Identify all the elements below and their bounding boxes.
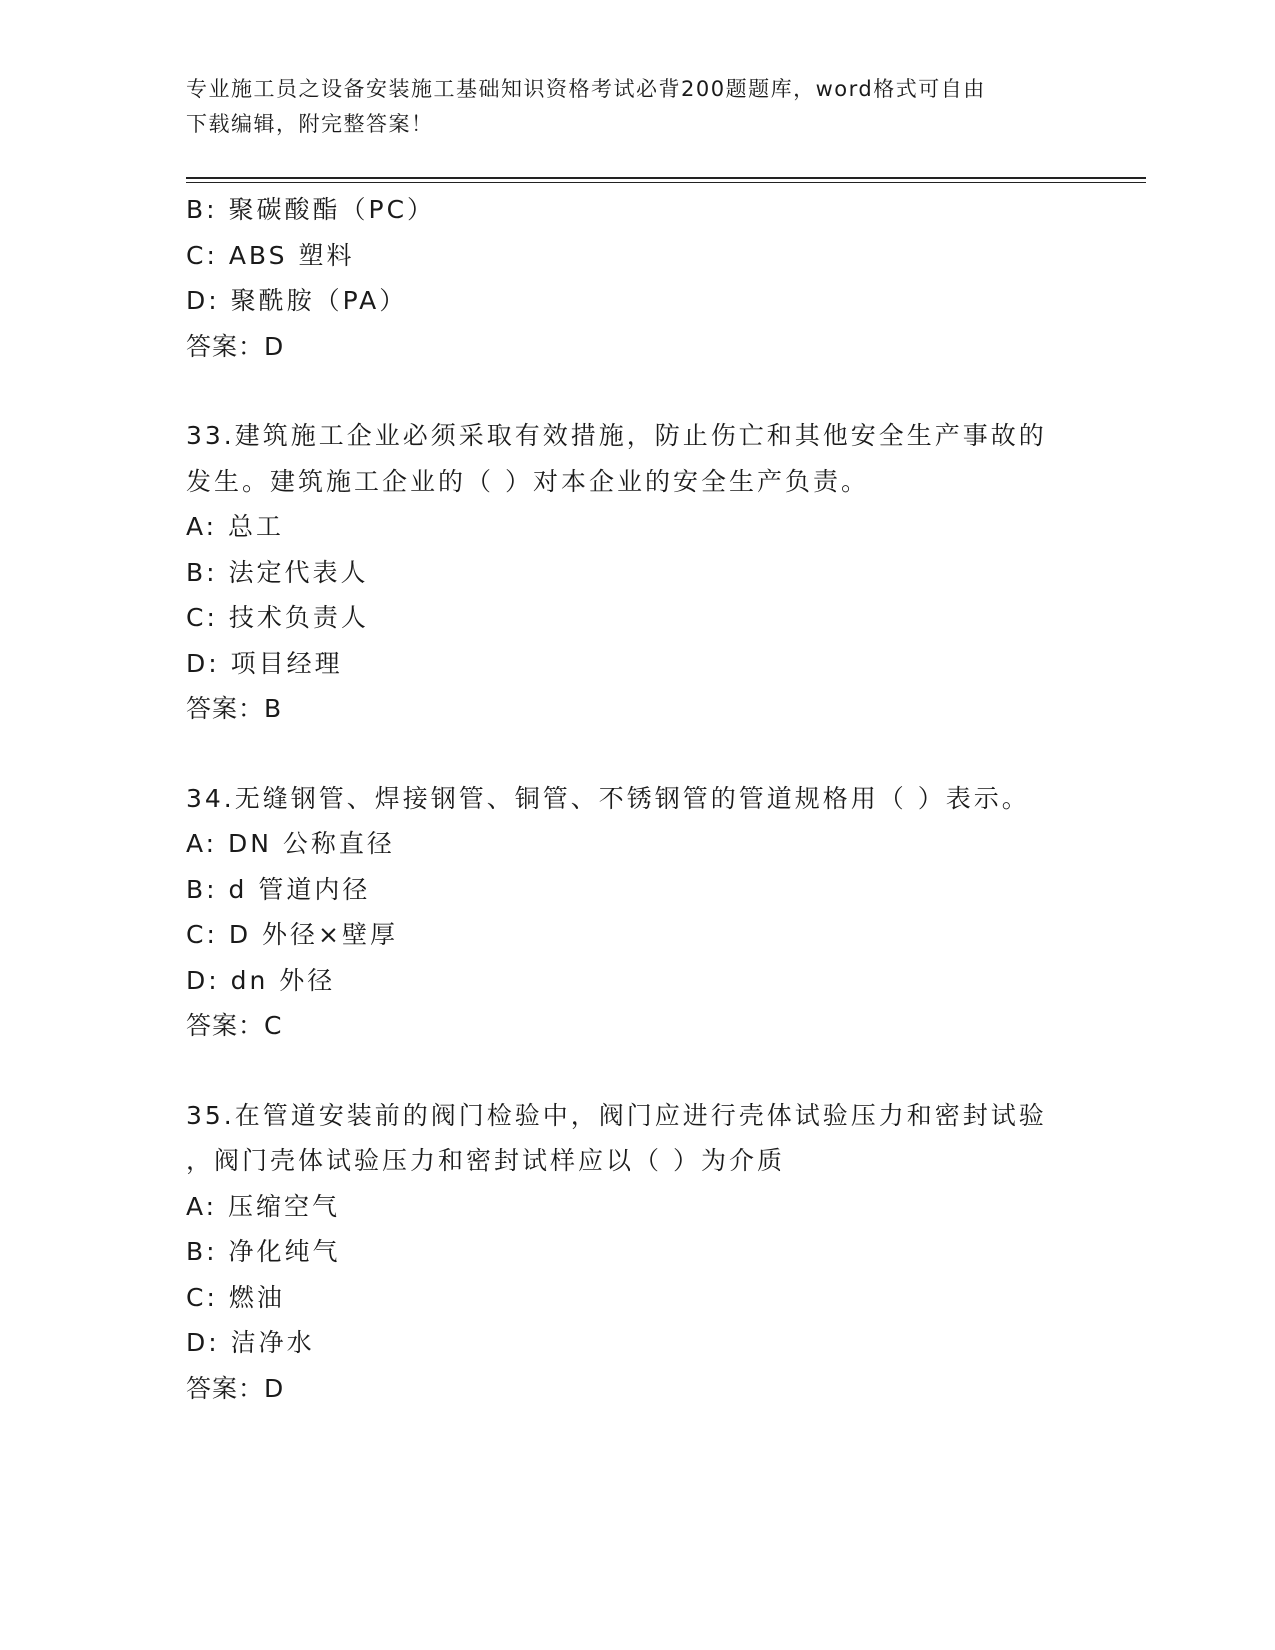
answer-label: 答案：D xyxy=(186,1373,285,1403)
option-a: A: 压缩空气 xyxy=(186,1191,341,1221)
question-33 xyxy=(186,413,1086,732)
option-b: B: 法定代表人 xyxy=(186,557,369,587)
option-d: D: 洁净水 xyxy=(186,1328,315,1357)
header-rule-thick xyxy=(186,177,1146,179)
question-34 xyxy=(186,776,1086,1049)
answer-label: 答案：C xyxy=(186,1011,283,1040)
question-list xyxy=(186,187,1086,1411)
question-stem-line-1: 33.建筑施工企业必须采取有效措施，防止伤亡和其他安全生产事故的 xyxy=(186,421,1047,450)
option-c: C: ABS 塑料 xyxy=(186,240,355,270)
header-rule-thin xyxy=(186,182,1146,183)
spacer xyxy=(186,1049,1086,1093)
option-b: B: 聚碳酸酯（PC） xyxy=(186,195,436,224)
document-header xyxy=(186,72,1066,142)
option-c: C: 技术负责人 xyxy=(186,603,369,632)
option-d: D: dn 外径 xyxy=(186,965,336,995)
question-stem-line-1: 34.无缝钢管、焊接钢管、铜管、不锈钢管的管道规格用（ ）表示。 xyxy=(186,783,1030,813)
spacer xyxy=(186,732,1086,776)
option-c: C: D 外径×壁厚 xyxy=(186,920,398,949)
option-d: D: 项目经理 xyxy=(186,648,343,678)
option-c: C: 燃油 xyxy=(186,1282,285,1312)
spacer xyxy=(186,369,1086,413)
question-35 xyxy=(186,1093,1086,1412)
option-b: B: 净化纯气 xyxy=(186,1237,341,1266)
header-line-1: 专业施工员之设备安装施工基础知识资格考试必背200题题库，word格式可自由 xyxy=(186,77,986,101)
answer-label: 答案：D xyxy=(186,331,285,361)
option-b: B: d 管道内径 xyxy=(186,874,371,904)
header-line-2: 下载编辑，附完整答案！ xyxy=(186,112,434,136)
question-stem-line-2: ，阀门壳体试验压力和密封试样应以（ ）为介质 xyxy=(186,1146,785,1175)
option-a: A: DN 公称直径 xyxy=(186,829,395,858)
question-stem-line-1: 35.在管道安装前的阀门检验中，阀门应进行壳体试验压力和密封试验 xyxy=(186,1100,1047,1130)
option-a: A: 总工 xyxy=(186,512,285,541)
option-d: D: 聚酰胺（PA） xyxy=(186,286,408,315)
question-32-tail xyxy=(186,187,1086,369)
question-stem-line-2: 发生。建筑施工企业的（ ）对本企业的安全生产负责。 xyxy=(186,466,869,496)
answer-label: 答案：B xyxy=(186,694,283,723)
